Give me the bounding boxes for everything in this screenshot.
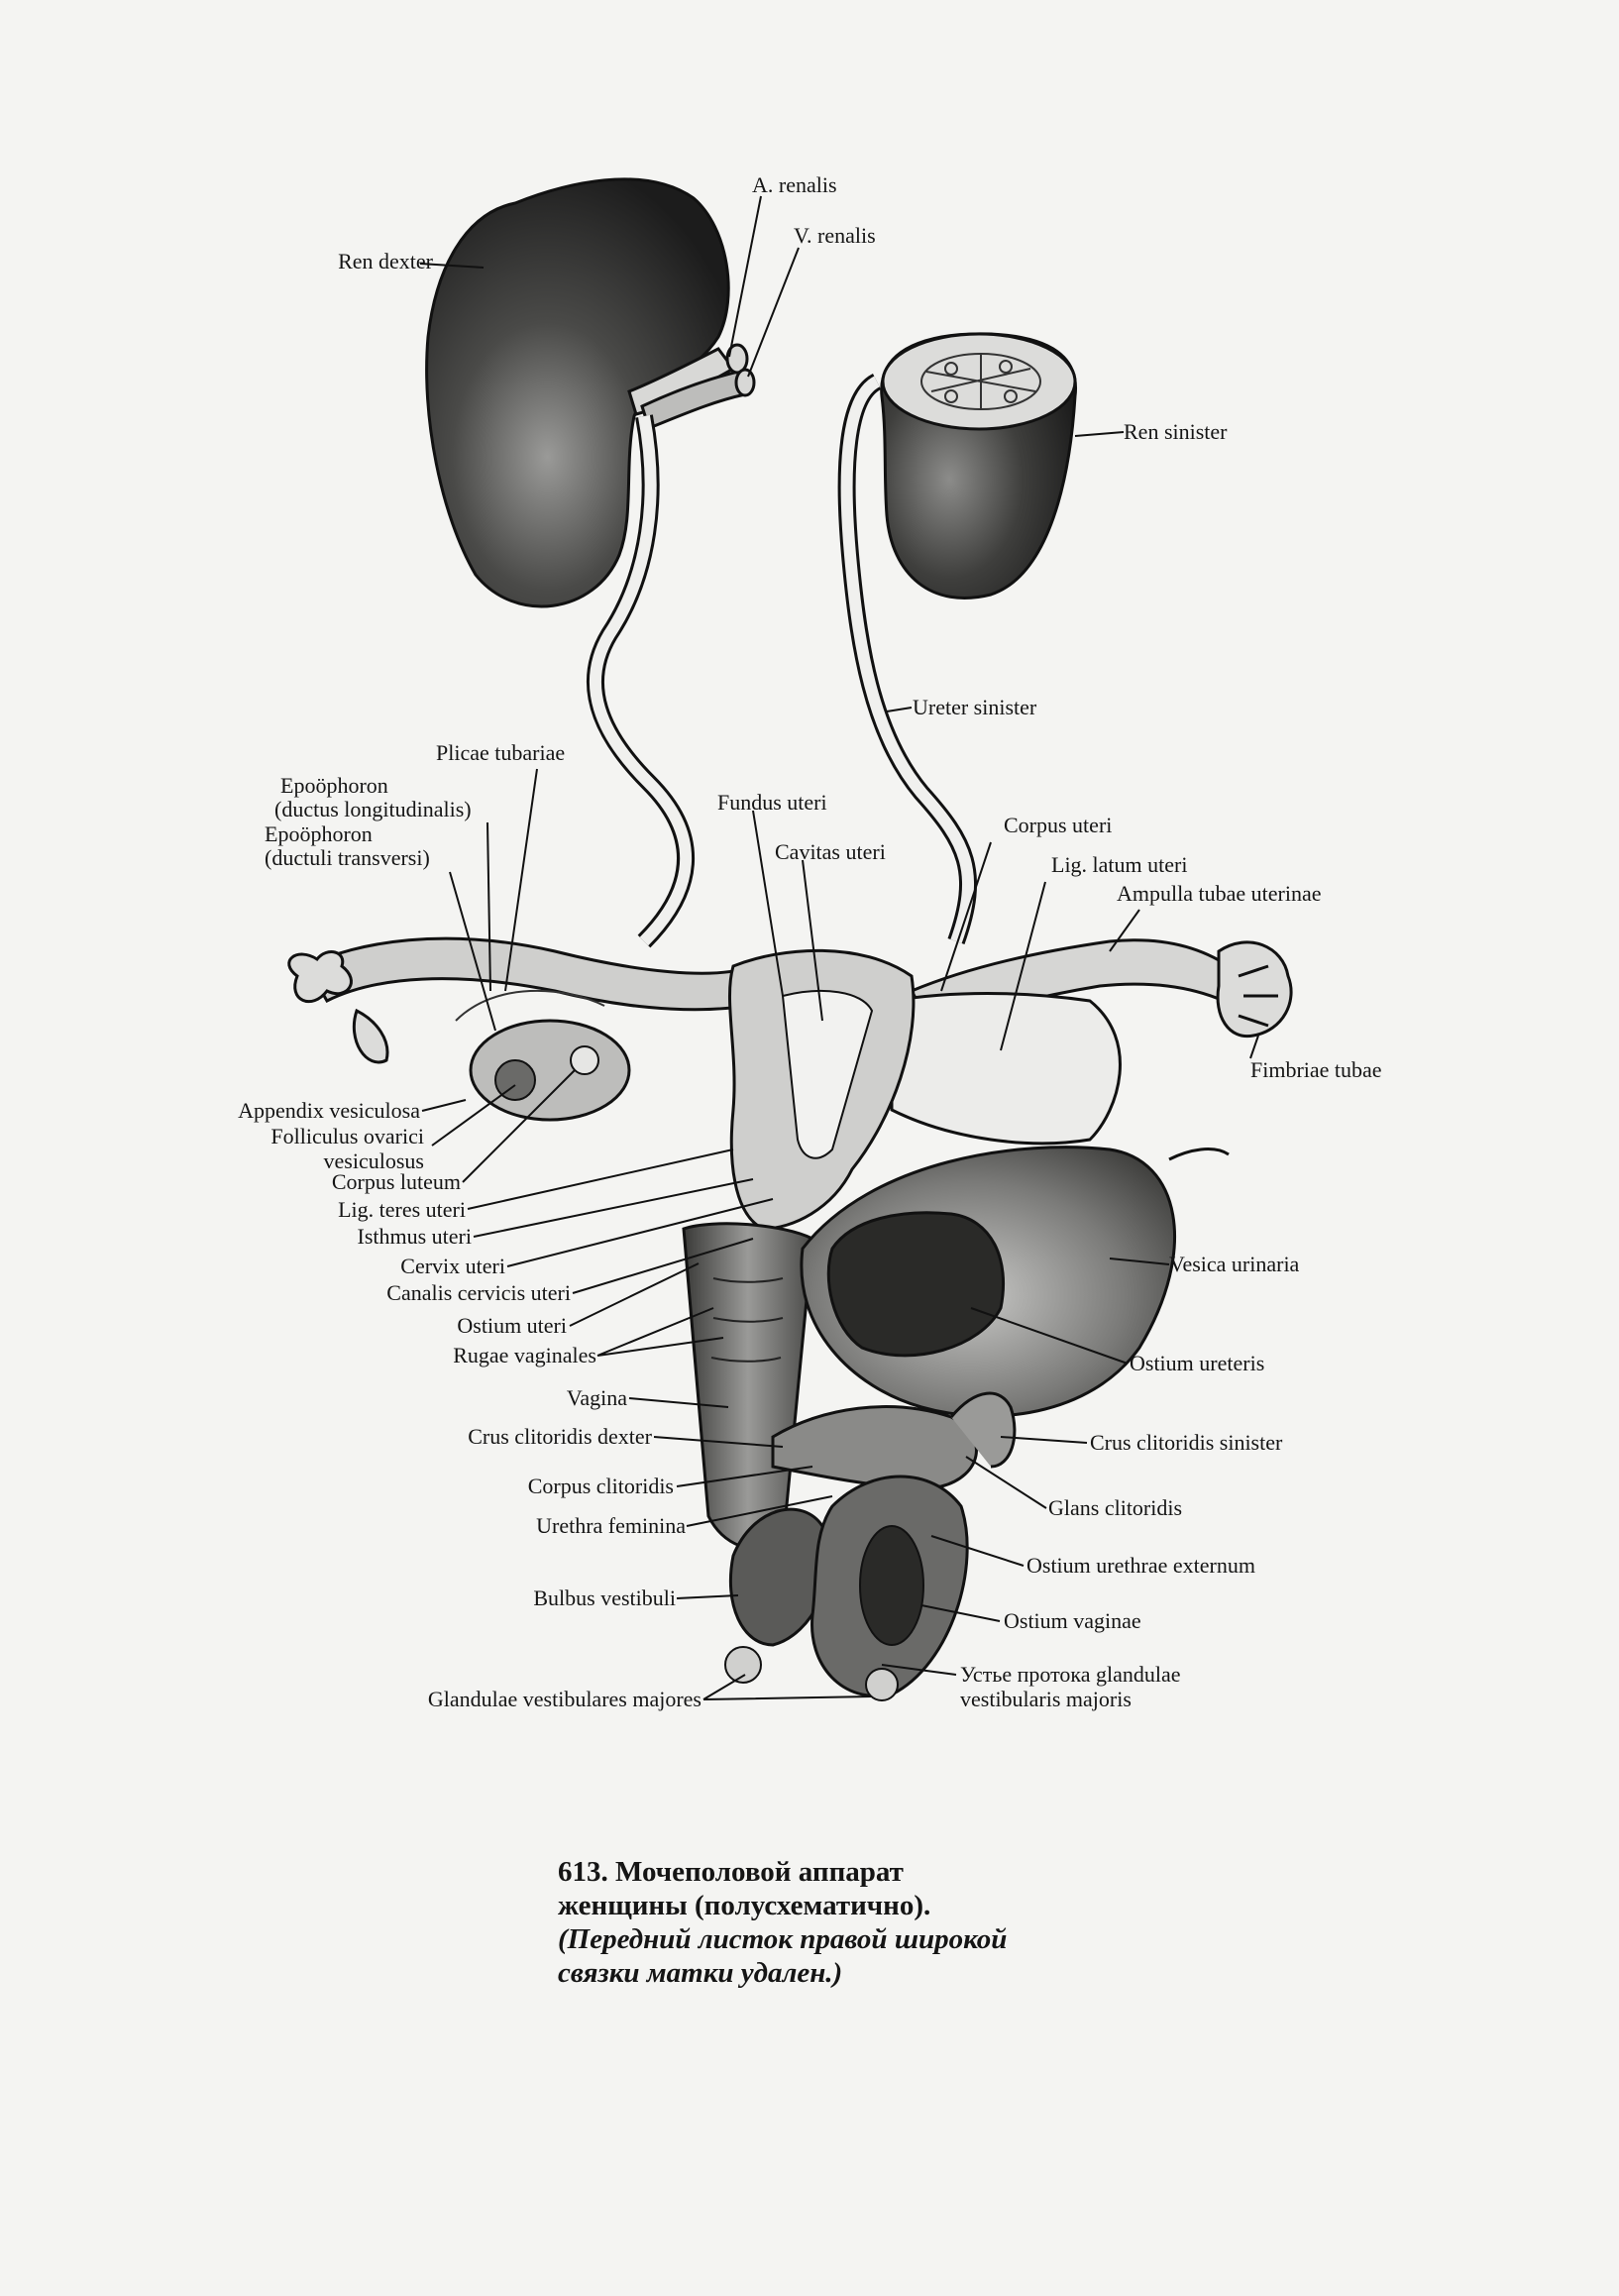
label-ureter-sinister: Ureter sinister <box>913 695 1037 719</box>
label-a-renalis: A. renalis <box>752 172 837 197</box>
label-glandulae-vestibulares: Glandulae vestibulares majores <box>427 1687 702 1711</box>
vagina-shape <box>684 1224 812 1550</box>
label-ostium-urethrae: Ostium urethrae externum <box>1026 1553 1255 1578</box>
label-v-renalis: V. renalis <box>794 223 876 248</box>
label-ustie-1: Устье протока glandulae <box>960 1662 1181 1687</box>
label-folliculus-2: vesiculosus <box>323 1148 424 1173</box>
label-vagina: Vagina <box>566 1385 627 1410</box>
label-corpus-luteum: Corpus luteum <box>331 1169 461 1194</box>
label-glans-clitoridis: Glans clitoridis <box>1048 1495 1183 1520</box>
label-bulbus-vestibuli: Bulbus vestibuli <box>533 1585 676 1610</box>
label-fundus-uteri: Fundus uteri <box>717 790 827 815</box>
label-canalis-cervicis: Canalis cervicis uteri <box>386 1280 571 1305</box>
label-ostium-vaginae: Ostium vaginae <box>1004 1608 1141 1633</box>
label-cavitas-uteri: Cavitas uteri <box>775 839 886 864</box>
label-lig-latum-uteri: Lig. latum uteri <box>1051 852 1188 877</box>
label-corpus-clitoridis: Corpus clitoridis <box>527 1474 674 1498</box>
label-vesica-urinaria: Vesica urinaria <box>1169 1252 1300 1276</box>
label-ostium-ureteris: Ostium ureteris <box>1130 1351 1265 1375</box>
caption-line-4: связки матки удален.) <box>558 1957 843 1989</box>
fimbriae-left <box>1218 942 1291 1037</box>
label-ustie-2: vestibularis majoris <box>960 1687 1132 1711</box>
label-isthmus-uteri: Isthmus uteri <box>357 1224 472 1249</box>
caption-line-3: (Передний листок правой широкой <box>558 1923 1008 1955</box>
label-epoophoron-trans-2: (ductuli transversi) <box>265 845 430 870</box>
label-cervix-uteri: Cervix uteri <box>400 1254 505 1278</box>
label-fimbriae-tubae: Fimbriae tubae <box>1250 1057 1382 1082</box>
ren-sinister-shape <box>882 334 1076 599</box>
label-plicae-tubariae: Plicae tubariae <box>436 740 566 765</box>
label-lig-teres-uteri: Lig. teres uteri <box>338 1197 466 1222</box>
label-crus-clitoridis-sinister: Crus clitoridis sinister <box>1090 1430 1283 1455</box>
label-ostium-uteri: Ostium uteri <box>457 1313 567 1338</box>
caption-line-1: 613. Мочеполовой аппарат <box>558 1856 904 1888</box>
label-crus-clitoridis-dexter: Crus clitoridis dexter <box>468 1424 652 1449</box>
label-ampulla-tubae: Ampulla tubae uterinae <box>1117 881 1322 906</box>
label-ren-dexter: Ren dexter <box>338 249 433 273</box>
label-appendix-vesiculosa: Appendix vesiculosa <box>238 1098 420 1123</box>
label-epoophoron-long-1: Epoöphoron <box>280 773 388 798</box>
label-ren-sinister: Ren sinister <box>1124 419 1228 444</box>
label-urethra-feminina: Urethra feminina <box>536 1513 686 1538</box>
bladder-shape <box>802 1148 1229 1416</box>
ovary <box>456 991 629 1120</box>
label-rugae-vaginales: Rugae vaginales <box>453 1343 596 1367</box>
label-folliculus-1: Folliculus ovarici <box>270 1124 424 1148</box>
label-epoophoron-trans-1: Epoöphoron <box>265 821 373 846</box>
caption-line-2: женщины (полусхематично). <box>558 1890 931 1921</box>
label-corpus-uteri: Corpus uteri <box>1004 813 1113 837</box>
label-epoophoron-long-2: (ductus longitudinalis) <box>274 797 472 821</box>
